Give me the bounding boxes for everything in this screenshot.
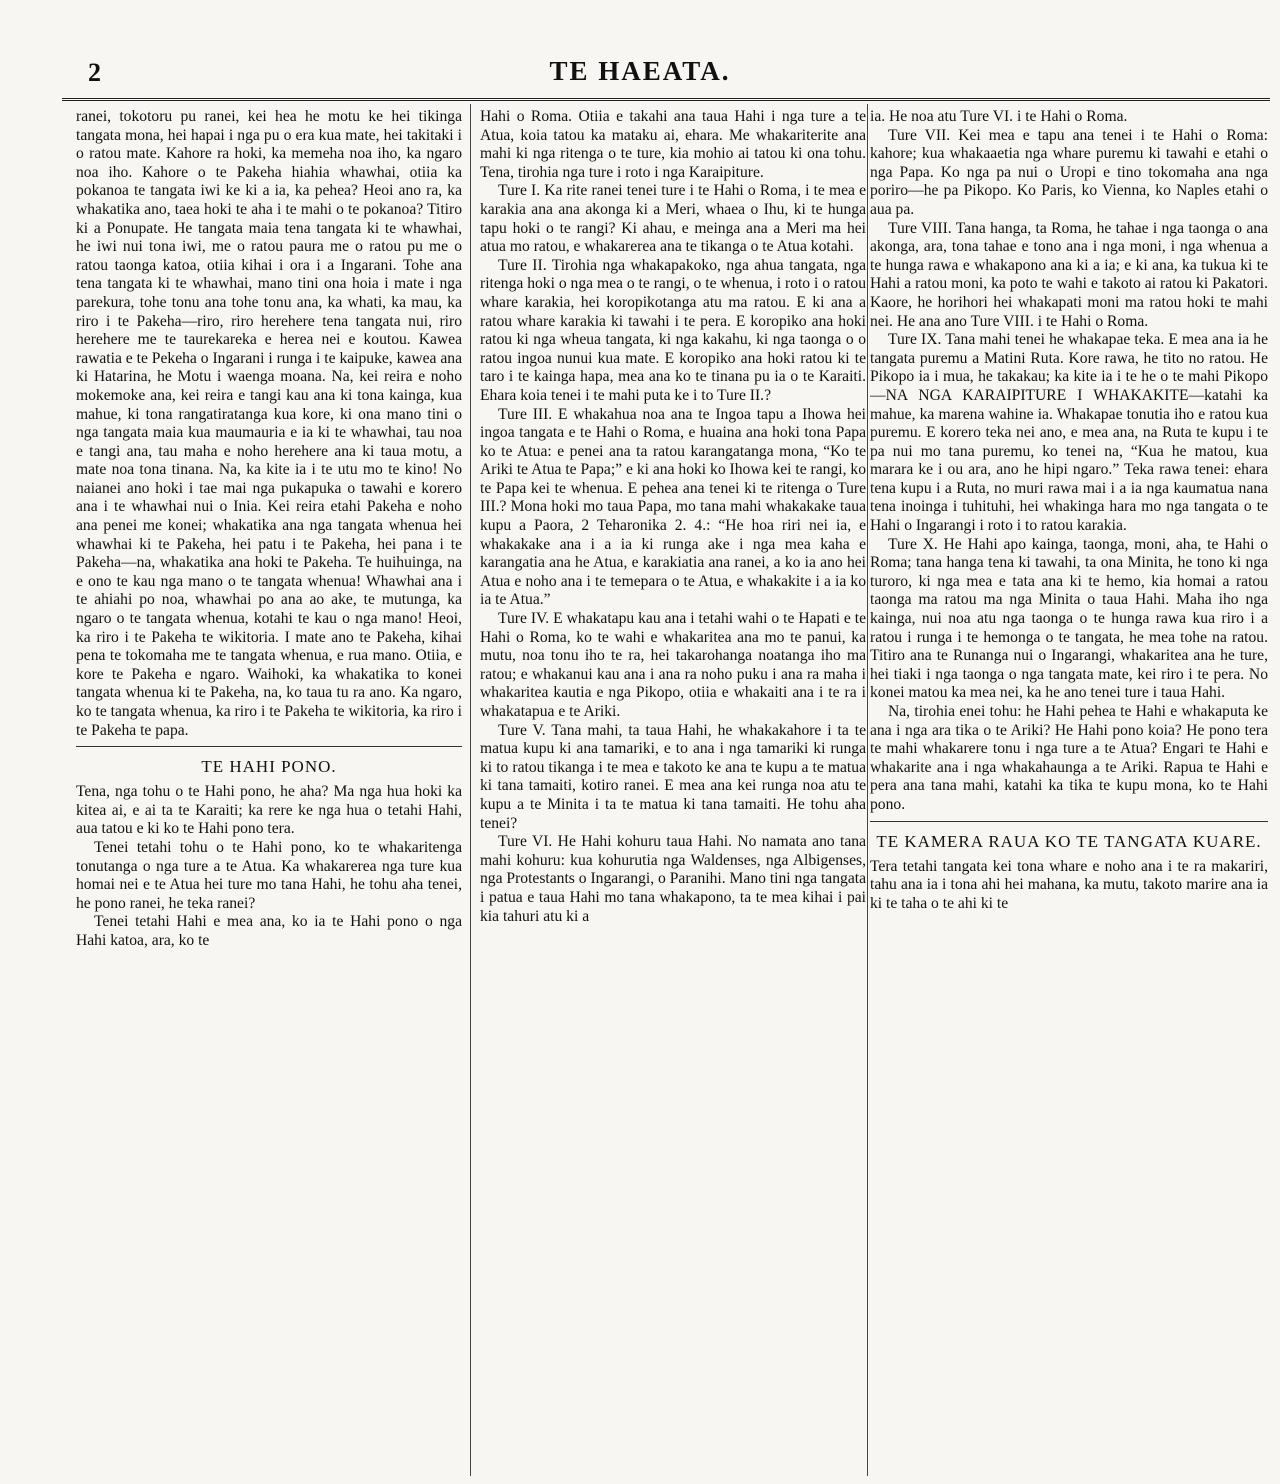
section-heading: TE HAHI PONO. <box>201 757 337 777</box>
article-paragraph: Tera tetahi tangata kei tona whare e noho ana i te ra makariri, tahu ana ia i tona ahi hei mahana, ka mutu, takoto marire ana ia ki te taha o te ahi ki te <box>870 857 1268 912</box>
page-header <box>0 52 1280 92</box>
column-divider <box>867 104 868 1476</box>
section-rule <box>870 821 1268 822</box>
article-paragraph: Na, tirohia enei tohu: he Hahi pehea te Hahi e whakaputa ke ana i nga ara tika o te Ariki? He Hahi pono koia? He pono tera te mahi whakarere tonu i nga ture a te Atua? Engari te Hahi e whakarite ana i nga whakahaunga a te Ariki. Rapua te Hahi e pera ana tana mahi, katahi ka tika te kupu mona, ko te Hahi pono. <box>870 703 1268 813</box>
header-rule <box>62 98 1270 101</box>
column-1 <box>76 108 462 1478</box>
article-paragraph: Ture IX. Tana mahi tenei he whakapae teka. E mea ana ia he tangata puremu a Matini Ruta. Kore rawa, he tito no ratou. He Pikopo ia i mua, he takakau; ka kite ia i te he o te mahi Pikopo—NA NGA KARAIPITURE I WHAKAKITE—katahi ka mahue, ka marena wahine ia. Whakapae tonutia iho e ratou kua puremu. E korero teka nei ano, e mea ana, na Ruta te kupu i te pa nui mo tana puremu, ko tenei na, “Kua he matou, kua marara ke i ou ara, ano he hipi ngaro.” Teka rawa tenei: ehara tena kupu i a Ruta, no muri rawa mai i a ia nga kaumatua nana tena inoinga i tuhituhi, hei whakinga hara mo nga tangata o te Hahi o Ingarangi i roto i to ratou karakia. <box>870 331 1268 535</box>
section-heading: TE KAMERA RAUA KO TE TANGATA KUARE. <box>876 831 1262 851</box>
article-paragraph: Ture III. E whakahua noa ana te Ingoa tapu a Ihowa hei ingoa tangata e te Hahi o Roma, e huaina ana hoki tona Papa ko te Atua: e penei ana ta ratou karangatanga mona, “Ko te Ariki te Atua te Papa;” e ki ana hoki ko Ihowa kei te rangi, ko te Papa kei te whenua. E pehea ana tenei ki te ritenga o Ture III.? Mona hoki mo taua Papa, mo tana mahi whakakake taua kupu a Paora, 2 Teharonika 2. 4.: “He hoa riri nei ia, e whakakake ana i a ia ki runga ake i nga mea kaha e karangatia ana he Atua, e karakiatia ana ranei, a ko ia ano hei Atua e noho ana i te temepara o te Atua, e whakakite i a ia ko ia te Atua.” <box>480 405 866 609</box>
article-paragraph: Ture VII. Kei mea e tapu ana tenei i te Hahi o Roma: kahore; kua whakaaetia nga whare puremu ki tawahi e etahi o nga Papa. Ko nga pa nui o Uropi e tino tokomaha ana nga poriro—he pa Pikopo. Ko Paris, ko Vienna, ko Naples etahi o aua pa. <box>870 126 1268 218</box>
article-paragraph: Ture VI. He Hahi kohuru taua Hahi. No namata ano tana mahi kohuru: kua kohurutia nga Waldenses, nga Albigenses, nga Protestants o Ingarangi, o Paranihi. Mano tini nga tangata i patua e taua Hahi mo tana whakapono, ta te mea kihai i pai kia tahuri atu ki a <box>480 833 866 925</box>
article-paragraph: Ture I. Ka rite ranei tenei ture i te Hahi o Roma, i te mea e karakia ana ana akonga ki a Meri, whaea o Ihu, ki te hunga tapu hoki o te rangi? Ki ahau, e meinga ana a Meri ma hei atua mo ratou, e whakarerea ana te tikanga o te Atua kotahi. <box>480 182 866 256</box>
article-paragraph: Hahi o Roma. Otiia e takahi ana taua Hahi i nga ture a te Atua, koia tatou ka mataku ai, ehara. Me whakariterite ana mahi ki nga ritenga o te ture, kia mohio ai tatou ki ona tohu. Tena, tirohia nga ture i roto i nga Karaipiture. <box>480 108 866 181</box>
column-divider <box>470 104 471 1476</box>
article-paragraph: Ture II. Tirohia nga whakapakoko, nga ahua tangata, nga ritenga hoki o nga mea o te rangi, o te whenua, i roto i o ratou whare karakia, hei koropikotanga atu ma ratou. E ki ana a ratou whare karakia ki tawahi i te pera. E koropiko ana hoki ratou ki nga wheua tangata, ki nga kakahu, ki nga taonga o o ratou ingoa nunui kua mate. E koropiko ana hoki ratou ki te taro i te kainga hapa, mea ana ko te tinana pu ia o te Karaiti. Ehara koia tenei i te mahi puta ke i to Ture II.? <box>480 256 866 404</box>
article-paragraph: Ture V. Tana mahi, ta taua Hahi, he whakakahore i ta te matua kupu ki ana tamariki, e to ana i nga tamariki ki runga ki to ratou tikanga i te mea e takoto ke ana te kupu a te matua ki tana tamaiti, kotiro ranei. E mea ana kei runga noa atu te kupu a te Minita i ta te matua ki tana tamaiti. He tohu aha tenei? <box>480 721 866 832</box>
column-3 <box>870 108 1268 1478</box>
article-paragraph: Tena, nga tohu o te Hahi pono, he aha? Ma nga hua hoki ka kitea ai, e ai ta te Karaiti; ka rere ke nga hua o tetahi Hahi, aua tatou e ki ko te Hahi pono tera. <box>76 783 462 838</box>
section-rule <box>76 746 462 747</box>
article-paragraph: Tenei tetahi Hahi e mea ana, ko ia te Hahi pono o nga Hahi katoa, ara, ko te <box>76 913 462 949</box>
column-2 <box>480 108 866 1478</box>
masthead-title: TE HAEATA. <box>549 56 731 86</box>
article-paragraph: Ture IV. E whakatapu kau ana i tetahi wahi o te Hapati e te Hahi o Roma, ko te wahi e whakaritea ana mo te panui, ka mutu, noa tonu iho te ra, hei takarohanga noatanga iho ma ratou; e whakanui kau ana i ana ra noho puku i ana ra maha i whakaritea kautia e nga Pikopo, otiia e whakaiti ana i te ra i whakatapua e te Ariki. <box>480 610 866 720</box>
page-number: 2 <box>88 58 101 87</box>
article-paragraph: Tenei tetahi tohu o te Hahi pono, ko te whakaritenga tonutanga o nga ture a te Atua. Ka whakarerea nga ture kua homai nei e te Atua hei ture mo tana Hahi, he tohu aha tenei, he pono ranei, he teka ranei? <box>76 838 462 912</box>
article-paragraph: Ture X. He Hahi apo kainga, taonga, moni, aha, te Hahi o Roma; tana hanga tena ki tawahi, ta ona Minita, he tono ki nga turoro, ki nga mea e tata ana ki te hemo, kia homai a ratou taonga ma ratou ma nga Minita o taua Hahi. Maha iho nga kainga, nui noa atu nga taonga o te hunga rawa kua riro i a ratou i runga i te hemonga o te tangata, he mea tohe na ratou. Titiro ana te Runanga nui o Ingarangi, whakaritea ana he ture, hei tiaki i nga taonga o nga tangata mate, kei riro i te pera. No konei matou ka mea nei, ka he ano tenei ture i taua Hahi. <box>870 535 1268 702</box>
article-paragraph: ranei, tokotoru pu ranei, kei hea he motu ke hei tikinga tangata mona, hei hapai i nga pu o era kua mate, hei takitaki i o ratou mate. Kahore ra hoki, ka memeha noa iho, ka ngaro noa iho. Kahore o te Pakeha hiahia whawhai, otiia ka pokanoa te tangata iwi ke ki a ia, ka pehea? Heoi ano ra, ka whakatika ano, taea hoki te aha i te mahi o te pokanoa? Titiro ki a Ponupate. He tangata maia tena tangata ki te whawhai, he iwi nui tona iwi, me o ratou paura me o ratou pu me o ratou taonga katoa, otiia kihai i ora i a Ingarani. Tohe ana tena tangata ki te whawhai, mano tini ona hoia i mate i nga parekura, tohe tonu ana tohe tonu ana, ka whati, ka mau, ka riro i te Pakeha—riro, riro herehere tena tangata nui, riro herehere me te taurekareka e herea nei e koutou. Kawea rawatia e te Pekeha o Ingarani i runga i te kaipuke, kawea ana ki Hatarina, he Motu i waenga moana. Na, kei reira e noho mokemoke ana, kei reira e tangi kau ana ki tona kainga, kua mahue, ki tona rangatiratanga kua kore, ki ona mano tini o nga tangata maia kua maumauria e ia ki te whawhai, tau noa e tangi ana, tau maha e noho herehere ana ki taua motu, a mate noa tona tinana. Na, ka kite ia i te utu mo te kino! No naianei ano hoki i tae mai nga pukapuka o tawahi e korero ana i te whawhai nui o Inia. Kei reira etahi Pakeha e noho ana penei me konei; whakatika ana nga tangata whenua hei whawhai ki te Pakeha, hei patu i te Pakeha, hei pana i te Pakeha—na, whakatika ana hoki te Pakeha. Te huihuinga, na e ono te kau nga mano o te tangata whenua! Whawhai ana i te ahiahi po noa, whawhai po ana ao ake, te mutunga, ka ngaro o te tangata whenua, kotahi te kau o nga mano! Heoi, ka riro i te Pakeha te wikitoria. I mate ano te Pakeha, kihai pena te tokomaha me te tangata whenua, e rua mano. Otiia, e kore te Pakeha e ngaro. Waihoki, ka whakatika to konei tangata whenua ki te Pakeha, na, ko taua tu ra ano. Ka ngaro, ko te tangata whenua, ka riro i te Pakeha te wikitoria, ka riro i te Pakeha te papa. <box>76 108 462 739</box>
article-paragraph: Ture VIII. Tana hanga, ta Roma, he tahae i nga taonga o ana akonga, ara, tona tahae e tono ana i nga moni, i nga whenua a te hunga rawa e whakapono ana ki a ia; e ki ana, ka tukua ki te Hahi a ratou moni, ka poto te wahi e takoto ai ratou ki Pakatori. Kaore, he horihori hei whakapati moni ma ratou hoki te mahi nei. He ana ano Ture VIII. i te Hahi o Roma. <box>870 219 1268 330</box>
article-paragraph: ia. He noa atu Ture VI. i te Hahi o Roma. <box>870 108 1128 125</box>
